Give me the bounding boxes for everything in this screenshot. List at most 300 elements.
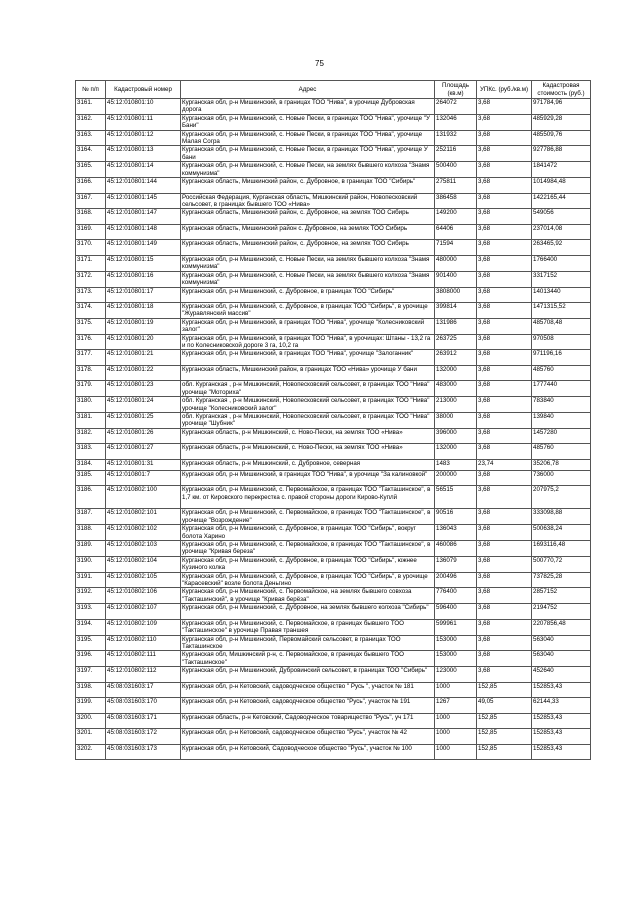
cell-area: 599961: [435, 619, 477, 635]
cell-num: 3176.: [76, 334, 106, 350]
cell-area: 3808000: [435, 287, 477, 303]
table-row: [76, 459, 591, 470]
cell-address: Курганская область, Мишкинский район, с. Дубровное, на землях ТОО Сибирь: [181, 209, 435, 225]
cell-area: 252116: [435, 146, 477, 162]
cell-cadastral-number: 45:12:010801:25: [106, 413, 181, 429]
cell-cadastral-value: 139840: [532, 413, 591, 429]
cell-upks: 3,68: [477, 470, 532, 486]
cell-num: 3193.: [76, 604, 106, 620]
cell-area: 460086: [435, 541, 477, 557]
cell-upks: 3,68: [477, 428, 532, 444]
cell-upks: 152,85: [477, 713, 532, 729]
cell-upks: 3,68: [477, 365, 532, 381]
cell-area: 264072: [435, 99, 477, 115]
cell-cadastral-number: 45:12:010801:22: [106, 365, 181, 381]
cell-cadastral-number: 45:12:010801:12: [106, 130, 181, 146]
cell-upks: 3,68: [477, 486, 532, 509]
cell-num: 3163.: [76, 130, 106, 146]
table-row: [76, 334, 591, 350]
cell-num: 3188.: [76, 525, 106, 541]
cell-num: 3177.: [76, 350, 106, 366]
table-row: [76, 556, 591, 572]
cell-cadastral-value: 452640: [532, 667, 591, 683]
cell-cadastral-value: 736000: [532, 470, 591, 486]
table-row: [76, 635, 591, 651]
cell-cadastral-number: 45:12:010801:149: [106, 240, 181, 256]
cell-upks: 3,68: [477, 381, 532, 397]
cell-upks: 3,68: [477, 303, 532, 319]
cell-address: Курганская область, р-н Мишкинский, с. Ново-Пески, на землях ТОО «Нива»: [181, 428, 435, 444]
cell-address: Курганская обл, р-н Мишкинский, Дубровинский сельсовет, в границах ТОО "Сибирь": [181, 667, 435, 683]
table-row: [76, 255, 591, 271]
cell-area: 263725: [435, 334, 477, 350]
cell-cadastral-value: 152853,43: [532, 713, 591, 729]
table-row: [76, 541, 591, 557]
cell-area: 149200: [435, 209, 477, 225]
cell-address: обл. Курганская , р-н Мишкинский, Новопесковский сельсовет, в границах ТОО "Нива" урочище "Моториха": [181, 381, 435, 397]
cell-num: 3171.: [76, 255, 106, 271]
cell-cadastral-value: 563040: [532, 651, 591, 667]
cell-upks: 3,68: [477, 667, 532, 683]
table-row: [76, 318, 591, 334]
table-row: [76, 209, 591, 225]
cell-upks: 152,85: [477, 682, 532, 698]
cell-upks: 3,68: [477, 541, 532, 557]
cell-cadastral-number: 45:12:010801:15: [106, 255, 181, 271]
cell-cadastral-value: 207975,2: [532, 486, 591, 509]
cell-area: 56515: [435, 486, 477, 509]
cell-area: 901400: [435, 271, 477, 287]
cell-cadastral-number: 45:12:010801:145: [106, 193, 181, 209]
cell-upks: 152,85: [477, 729, 532, 745]
table-row: [76, 397, 591, 413]
cell-upks: 3,68: [477, 193, 532, 209]
cell-cadastral-value: 485760: [532, 444, 591, 460]
cell-num: 3174.: [76, 303, 106, 319]
cell-cadastral-value: 1422165,44: [532, 193, 591, 209]
table-body: [76, 99, 591, 760]
cell-area: 275811: [435, 178, 477, 194]
cell-num: 3164.: [76, 146, 106, 162]
cell-area: 123000: [435, 667, 477, 683]
table-row: [76, 381, 591, 397]
cell-cadastral-number: 45:12:010801:20: [106, 334, 181, 350]
cell-area: 132000: [435, 444, 477, 460]
cell-cadastral-number: 45:12:010802:101: [106, 509, 181, 525]
cell-cadastral-number: 45:12:010802:103: [106, 541, 181, 557]
cell-cadastral-value: 1471315,52: [532, 303, 591, 319]
cell-cadastral-number: 45:12:010801:19: [106, 318, 181, 334]
cell-upks: 3,68: [477, 525, 532, 541]
cell-cadastral-value: 333098,88: [532, 509, 591, 525]
cell-upks: 3,68: [477, 413, 532, 429]
cell-num: 3168.: [76, 209, 106, 225]
cell-area: 213000: [435, 397, 477, 413]
cell-upks: 3,68: [477, 444, 532, 460]
cell-cadastral-value: 35206,78: [532, 459, 591, 470]
cell-cadastral-number: 45:12:010801:21: [106, 350, 181, 366]
cell-cadastral-value: 1777440: [532, 381, 591, 397]
cell-address: Курганская обл, р-н Мишкинский, с. Первомайское, в границах бывшего ТОО "Такташинское" в урочище Правая траншея: [181, 619, 435, 635]
cell-address: Курганская обл, р-н Мишкинский, в границах ТОО "Нива", в урочище Дубровская дорога: [181, 99, 435, 115]
cell-upks: 3,68: [477, 130, 532, 146]
cell-upks: 23,74: [477, 459, 532, 470]
table-row: [76, 729, 591, 745]
header-area: Площадь (кв.м): [435, 81, 477, 99]
cell-upks: 3,68: [477, 240, 532, 256]
cell-area: 153000: [435, 651, 477, 667]
cell-address: Курганская область, Мишкинский район, с. Дубровное, на землях ТОО Сибирь: [181, 240, 435, 256]
cell-area: 483000: [435, 381, 477, 397]
header-cadastral-number: Кадастровый номер: [106, 81, 181, 99]
cell-address: Курганская область, Мишкинский район, в границах ТОО «Нива» урочище У бани: [181, 365, 435, 381]
cell-cadastral-number: 45:12:010801:7: [106, 470, 181, 486]
table-row: [76, 525, 591, 541]
cell-area: 71594: [435, 240, 477, 256]
cell-num: 3196.: [76, 651, 106, 667]
table-row: [76, 350, 591, 366]
table-row: [76, 303, 591, 319]
table-row: [76, 146, 591, 162]
cell-area: 132046: [435, 114, 477, 130]
cell-cadastral-number: 45:12:010801:18: [106, 303, 181, 319]
cell-area: 153000: [435, 635, 477, 651]
cell-cadastral-number: 45:12:010801:24: [106, 397, 181, 413]
table-row: [76, 713, 591, 729]
cell-num: 3186.: [76, 486, 106, 509]
cell-num: 3173.: [76, 287, 106, 303]
table-row: [76, 99, 591, 115]
cell-area: 1000: [435, 744, 477, 760]
cell-upks: 3,68: [477, 209, 532, 225]
cell-area: 131986: [435, 318, 477, 334]
cell-area: 500400: [435, 162, 477, 178]
table-row: [76, 193, 591, 209]
cell-address: Курганская обл, р-н Мишкинский, с. Дубровное, в границах ТОО "Сибирь", южнее Кузиного колка: [181, 556, 435, 572]
cell-cadastral-value: 1693116,48: [532, 541, 591, 557]
cell-num: 3161.: [76, 99, 106, 115]
cell-address: Курганская обл, р-н Мишкинский, с. Новые Пески, в границах ТОО "Нива", урочище Малая Согра: [181, 130, 435, 146]
cell-area: 480000: [435, 255, 477, 271]
cell-upks: 3,68: [477, 318, 532, 334]
table-row: [76, 509, 591, 525]
cell-cadastral-number: 45:12:010801:148: [106, 224, 181, 240]
table-row: [76, 428, 591, 444]
cell-upks: 3,68: [477, 162, 532, 178]
cell-area: 132000: [435, 365, 477, 381]
cell-cadastral-value: 485509,76: [532, 130, 591, 146]
cell-cadastral-value: 549056: [532, 209, 591, 225]
cell-area: 38000: [435, 413, 477, 429]
cell-cadastral-value: 2207856,48: [532, 619, 591, 635]
cell-num: 3185.: [76, 470, 106, 486]
cell-num: 3195.: [76, 635, 106, 651]
table-row: [76, 470, 591, 486]
cell-num: 3198.: [76, 682, 106, 698]
cell-area: 136043: [435, 525, 477, 541]
cell-cadastral-number: 45:12:010801:31: [106, 459, 181, 470]
cell-area: 776400: [435, 588, 477, 604]
cell-address: Курганская обл, р-н Мишкинский, в границах ТОО "Нива", в урочище "За калиновкой": [181, 470, 435, 486]
cell-area: 90516: [435, 509, 477, 525]
cell-num: 3172.: [76, 271, 106, 287]
cell-num: 3179.: [76, 381, 106, 397]
cell-num: 3169.: [76, 224, 106, 240]
cell-address: Курганская обл, р-н Мишкинский, с. Новые Пески, в границах ТОО "Нива", урочище "У Бани": [181, 114, 435, 130]
table-row: [76, 240, 591, 256]
cell-num: 3175.: [76, 318, 106, 334]
cell-num: 3189.: [76, 541, 106, 557]
cell-address: Российская Федерация, Курганская область, Мишкинский район, Новопесковский сельсовет, в границах бывшего ТОО «Нива»: [181, 193, 435, 209]
cell-upks: 3,68: [477, 635, 532, 651]
cell-upks: 3,68: [477, 619, 532, 635]
cell-cadastral-value: 783840: [532, 397, 591, 413]
cell-cadastral-number: 45:12:010801:147: [106, 209, 181, 225]
cell-cadastral-number: 45:12:010802:104: [106, 556, 181, 572]
cell-num: 3199.: [76, 698, 106, 714]
cell-cadastral-value: 927786,88: [532, 146, 591, 162]
cell-upks: 3,68: [477, 146, 532, 162]
cell-num: 3162.: [76, 114, 106, 130]
cell-address: Курганская обл, р-н Мишкинский, с. Дубровное, в границах ТОО "Сибирь", вокруг болота Харино: [181, 525, 435, 541]
cell-cadastral-number: 45:12:010801:27: [106, 444, 181, 460]
cell-upks: 3,68: [477, 651, 532, 667]
cell-address: Курганская обл, р-н Мишкинский, с. Первомайское, в границах ТОО "Такташинское", в урочище "Кривая береза": [181, 541, 435, 557]
cell-area: 263912: [435, 350, 477, 366]
cell-cadastral-value: 152853,43: [532, 744, 591, 760]
cell-num: 3194.: [76, 619, 106, 635]
cell-num: 3184.: [76, 459, 106, 470]
cell-num: 3192.: [76, 588, 106, 604]
cell-address: Курганская обл, р-н Мишкинский, в границах ТОО "Нива", в урочищах: Штаны - 13,2 га и по Колесниковской дороге 3 га, 10,2 га: [181, 334, 435, 350]
cell-cadastral-value: 2857152: [532, 588, 591, 604]
cell-cadastral-number: 45:12:010801:13: [106, 146, 181, 162]
cell-address: Курганская обл, р-н Кетовский, садоводческое общество "Русь", участок № 42: [181, 729, 435, 745]
cell-num: 3201.: [76, 729, 106, 745]
cell-num: 3181.: [76, 413, 106, 429]
cell-address: Курганская обл, Мишкинский р-н, с. Первомайское, в границах бывшего ТОО "Такташинское": [181, 651, 435, 667]
cell-cadastral-value: 485708,48: [532, 318, 591, 334]
cell-address: Курганская обл, р-н Мишкинский, с. Новые Пески, на землях бывшего колхоза "Знамя коммунизма": [181, 271, 435, 287]
cell-upks: 3,68: [477, 334, 532, 350]
cell-address: Курганская обл, р-н Мишкинский, с. Первомайское, в границах ТОО "Такташинское", в урочище "Возрождение": [181, 509, 435, 525]
cell-cadastral-number: 45:12:010801:144: [106, 178, 181, 194]
cell-cadastral-number: 45:12:010802:105: [106, 572, 181, 588]
cell-upks: 3,68: [477, 114, 532, 130]
cell-cadastral-number: 45:12:010801:14: [106, 162, 181, 178]
cell-area: 64406: [435, 224, 477, 240]
cell-cadastral-value: 563040: [532, 635, 591, 651]
cell-cadastral-value: 1766400: [532, 255, 591, 271]
cell-cadastral-number: 45:12:010802:112: [106, 667, 181, 683]
cell-cadastral-value: 971784,96: [532, 99, 591, 115]
table-row: [76, 651, 591, 667]
cell-cadastral-value: 62144,33: [532, 698, 591, 714]
cell-cadastral-value: 500770,72: [532, 556, 591, 572]
cell-num: 3180.: [76, 397, 106, 413]
table-row: [76, 365, 591, 381]
cell-address: Курганская обл, р-н Мишкинский, с. Первомайское, в границах ТОО "Такташинское", в 1,7 км. от Кировского перекрестка с. правой стороны дороги Кирово-Куплй: [181, 486, 435, 509]
cell-area: 386458: [435, 193, 477, 209]
table-row: [76, 698, 591, 714]
cell-cadastral-value: 3317152: [532, 271, 591, 287]
cell-address: Курганская обл, р-н Мишкинский, с. Дубровное, в границах ТОО "Сибирь": [181, 287, 435, 303]
cell-cadastral-number: 45:12:010801:16: [106, 271, 181, 287]
cell-area: 131932: [435, 130, 477, 146]
cell-upks: 3,68: [477, 572, 532, 588]
cell-address: Курганская область, Мишкинский район с. Дубровное, на землях ТОО Сибирь: [181, 224, 435, 240]
cell-address: Курганская область, Мишкинский район, с. Дубровное, в границах ТОО "Сибирь": [181, 178, 435, 194]
cell-cadastral-number: 45:12:010801:23: [106, 381, 181, 397]
cell-cadastral-number: 45:08:031603:170: [106, 698, 181, 714]
cell-area: 1000: [435, 729, 477, 745]
table-row: [76, 224, 591, 240]
cell-cadastral-number: 45:12:010802:102: [106, 525, 181, 541]
cell-cadastral-value: 152853,43: [532, 682, 591, 698]
cell-num: 3178.: [76, 365, 106, 381]
cell-cadastral-number: 45:12:010802:111: [106, 651, 181, 667]
cadastral-table: [75, 80, 591, 760]
cell-cadastral-number: 45:12:010802:106: [106, 588, 181, 604]
cell-num: 3182.: [76, 428, 106, 444]
table-row: [76, 271, 591, 287]
cell-address: Курганская обл, р-н Мишкинский, Первомайский сельсовет, в границах ТОО Такташинское: [181, 635, 435, 651]
cell-address: Курганская обл, р-н Кетовский, садоводческое общество "Русь", участок № 191: [181, 698, 435, 714]
cell-address: обл. Курганская , р-н Мишкинский, Новопесковский сельсовет, в границах ТОО "Нива" урочище "Шубник": [181, 413, 435, 429]
cell-num: 3191.: [76, 572, 106, 588]
header-upks: УПКс. (руб./кв.м): [477, 81, 532, 99]
cell-cadastral-number: 45:08:031603:171: [106, 713, 181, 729]
cell-upks: 3,68: [477, 178, 532, 194]
table-row: [76, 667, 591, 683]
cell-cadastral-value: 1457280: [532, 428, 591, 444]
cell-upks: 3,68: [477, 271, 532, 287]
table-row: [76, 413, 591, 429]
cell-cadastral-number: 45:12:010802:107: [106, 604, 181, 620]
cell-cadastral-value: 1014984,48: [532, 178, 591, 194]
cell-cadastral-number: 45:08:031603:173: [106, 744, 181, 760]
table-header-row: [76, 81, 591, 99]
table-row: [76, 604, 591, 620]
cell-address: Курганская область, р-н Мишкинский, с. Ново-Пески, на землях ТОО «Нива»: [181, 444, 435, 460]
cell-address: Курганская обл, р-н Мишкинский, с. Новые Пески, на землях бывшего колхоза "Знамя коммунизма": [181, 162, 435, 178]
cell-upks: 3,68: [477, 255, 532, 271]
cell-area: 1000: [435, 713, 477, 729]
cell-num: 3200.: [76, 713, 106, 729]
table-row: [76, 572, 591, 588]
table-row: [76, 619, 591, 635]
cell-cadastral-number: 45:12:010802:100: [106, 486, 181, 509]
cell-cadastral-number: 45:08:031603:172: [106, 729, 181, 745]
cell-num: 3165.: [76, 162, 106, 178]
cell-upks: 3,68: [477, 287, 532, 303]
cell-cadastral-value: 263465,92: [532, 240, 591, 256]
cell-address: Курганская область, р-н Мишкинский, с. Дубровное, северная: [181, 459, 435, 470]
cell-cadastral-value: 485929,28: [532, 114, 591, 130]
cell-upks: 3,68: [477, 509, 532, 525]
cell-cadastral-number: 45:12:010801:10: [106, 99, 181, 115]
cell-num: 3187.: [76, 509, 106, 525]
cell-cadastral-value: 152853,43: [532, 729, 591, 745]
page-number: 75: [315, 59, 324, 68]
table-row: [76, 130, 591, 146]
cell-area: 200000: [435, 470, 477, 486]
cell-address: Курганская обл, р-н Мишкинский, с. Дубровное, на землях бывшего колхоза "Сибирь": [181, 604, 435, 620]
cell-cadastral-number: 45:12:010801:26: [106, 428, 181, 444]
cell-upks: 3,68: [477, 588, 532, 604]
cell-cadastral-value: 500638,24: [532, 525, 591, 541]
cell-num: 3190.: [76, 556, 106, 572]
cell-cadastral-value: 14013440: [532, 287, 591, 303]
cell-upks: 49,05: [477, 698, 532, 714]
cell-area: 1267: [435, 698, 477, 714]
cell-cadastral-value: 971196,16: [532, 350, 591, 366]
cell-address: Курганская обл, р-н Мишкинский, с. Дубровное, в границах ТОО "Сибирь", в урочище "Карасевский" возле болота Деньгино: [181, 572, 435, 588]
table-row: [76, 287, 591, 303]
cell-upks: 152,85: [477, 744, 532, 760]
cell-area: 136079: [435, 556, 477, 572]
cell-upks: 3,68: [477, 604, 532, 620]
cell-upks: 3,68: [477, 224, 532, 240]
cell-address: Курганская обл, р-н Мишкинский, с. Новые Пески, в границах ТОО "Нива", урочище У бани: [181, 146, 435, 162]
cell-address: Курганская обл, р-н Кетовский, садоводческое общество " Русь ", участок № 181: [181, 682, 435, 698]
table-row: [76, 744, 591, 760]
cell-upks: 3,68: [477, 556, 532, 572]
cell-num: 3166.: [76, 178, 106, 194]
table-row: [76, 114, 591, 130]
cell-address: Курганская обл, р-н Мишкинский, с. Новые Пески, на землях бывшего колхоза "Знамя коммунизма": [181, 255, 435, 271]
cell-address: Курганская обл, р-н Мишкинский, в границах ТОО "Нива", урочище "Колесниковский залог": [181, 318, 435, 334]
cell-cadastral-value: 737825,28: [532, 572, 591, 588]
cell-cadastral-number: 45:12:010801:11: [106, 114, 181, 130]
cell-cadastral-number: 45:08:031603:17: [106, 682, 181, 698]
cell-area: 596400: [435, 604, 477, 620]
table-row: [76, 486, 591, 509]
cell-cadastral-value: 237014,08: [532, 224, 591, 240]
cell-cadastral-value: 485760: [532, 365, 591, 381]
table-row: [76, 178, 591, 194]
cell-cadastral-value: 970508: [532, 334, 591, 350]
table-row: [76, 444, 591, 460]
header-cadastral-value: Кадастровая стоимость (руб.): [532, 81, 591, 99]
cell-cadastral-number: 45:12:010802:110: [106, 635, 181, 651]
cell-address: Курганская обл, р-н Мишкинский, в границах ТОО "Нива", урочище "Залоганник": [181, 350, 435, 366]
header-num: № п/п: [76, 81, 106, 99]
cell-area: 1483: [435, 459, 477, 470]
cell-cadastral-number: 45:12:010801:17: [106, 287, 181, 303]
header-address: Адрес: [181, 81, 435, 99]
cell-num: 3170.: [76, 240, 106, 256]
cell-num: 3183.: [76, 444, 106, 460]
cell-num: 3202.: [76, 744, 106, 760]
cell-address: Курганская область, р-н Кетовский, Садоводческое товарищество "Русь", уч 171: [181, 713, 435, 729]
cell-address: Курганская обл, р-н Мишкинский, с. Дубровное, в границах ТОО "Сибирь", в урочище "Журавлянский массив": [181, 303, 435, 319]
cell-address: Курганская обл, р-н Мишкинский, с. Первомайское, на землях бывшего совхоза "Такташинский", в урочище "Кривая берёза": [181, 588, 435, 604]
cell-upks: 3,68: [477, 397, 532, 413]
table-row: [76, 682, 591, 698]
cell-area: 399814: [435, 303, 477, 319]
cell-area: 396000: [435, 428, 477, 444]
cell-address: обл. Курганская , р-н Мишкинский, Новопесковский сельсовет, в границах ТОО "Нива" урочище "Колесниковский залог": [181, 397, 435, 413]
cell-address: Курганская обл, р-н Кетовский, Садоводческое общество "Русь", участок № 100: [181, 744, 435, 760]
table-row: [76, 588, 591, 604]
cell-area: 1000: [435, 682, 477, 698]
cell-cadastral-number: 45:12:010802:109: [106, 619, 181, 635]
cell-num: 3197.: [76, 667, 106, 683]
cell-upks: 3,68: [477, 99, 532, 115]
table-row: [76, 162, 591, 178]
cell-cadastral-value: 1841472: [532, 162, 591, 178]
